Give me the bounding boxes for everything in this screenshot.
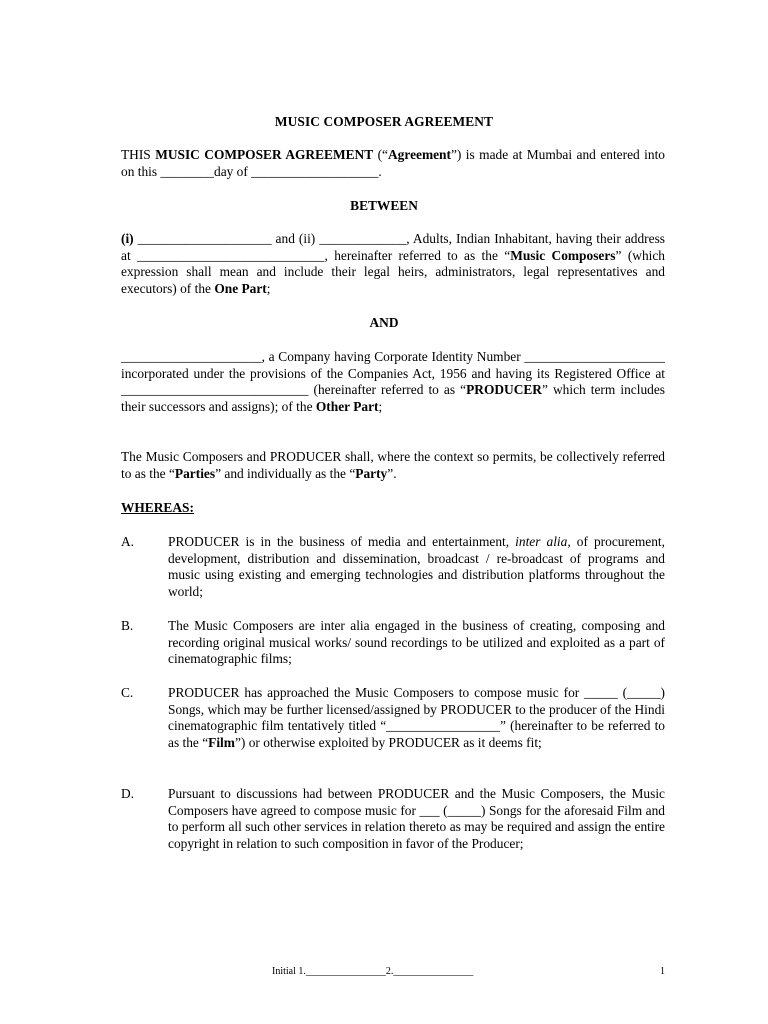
document-title: MUSIC COMPOSER AGREEMENT	[274, 114, 494, 129]
between-heading: BETWEEN	[350, 198, 418, 213]
recital-d-text: Pursuant to discussions had between PRODUCER and the Music Composers, the Music Composers have agreed to compose music for ___ (_____) Songs for the aforesaid Film and to perform all such other services in relation thereto as may be required and assign the entire copyright in relation to such composition in favor of the Producer;	[168, 786, 665, 852]
parties-clause-paragraph: The Music Composers and PRODUCER shall, where the context so permits, be collectively referred to as the “Parties” and individually as the “Party”.	[121, 449, 665, 481]
party-one-paragraph: (i) ____________________ and (ii) _____________, Adults, Indian Inhabitant, having their address at ____________________________, hereinafter referred to as the “Music Composers” (which expression shall mean and include their legal heirs, administrators, legal representatives and executors) of the One Part;	[121, 231, 666, 297]
intro-paragraph: THIS MUSIC COMPOSER AGREEMENT (“Agreement”) is made at Mumbai and entered into on this ________day of ___________________.	[121, 147, 665, 179]
recital-d-label: D.	[121, 786, 135, 801]
recital-c-label: C.	[121, 685, 134, 700]
and-heading: AND	[369, 315, 399, 330]
footer-initials: Initial 1.________________2.________________	[272, 966, 474, 977]
page-number: 1	[660, 966, 665, 977]
recital-b-label: B.	[121, 618, 134, 633]
party-two-paragraph: _____________________, a Company having Corporate Identity Number _____________________ incorporated under the provisions of the Companies Act, 1956 and having its Registered Office at ____________________________ (hereinafter referred to as “PRODUCER” which term includes their successors and assigns); of the Other Part;	[121, 349, 665, 415]
recital-b-text: The Music Composers are inter alia engaged in the business of creating, composing and recording original musical works/ sound recordings to be utilized and exploited as a part of cinematographic films;	[168, 618, 665, 667]
recital-a-label: A.	[121, 534, 135, 549]
recital-c-text: PRODUCER has approached the Music Composers to compose music for _____ (_____) Songs, which may be further licensed/assigned by PRODUCER to the producer of the Hindi cinematographic film tentatively titled “_________________” (hereinafter to be referred to as the “Film”) or otherwise exploited by PRODUCER as it deems fit;	[168, 685, 665, 751]
whereas-heading: WHEREAS:	[121, 500, 194, 515]
recital-a-text: PRODUCER is in the business of media and entertainment, inter alia, of procurement, development, distribution and dissemination, broadcast / re-broadcast of programs and music using existing and emerging technologies and distribution platforms throughout the world;	[168, 534, 665, 600]
